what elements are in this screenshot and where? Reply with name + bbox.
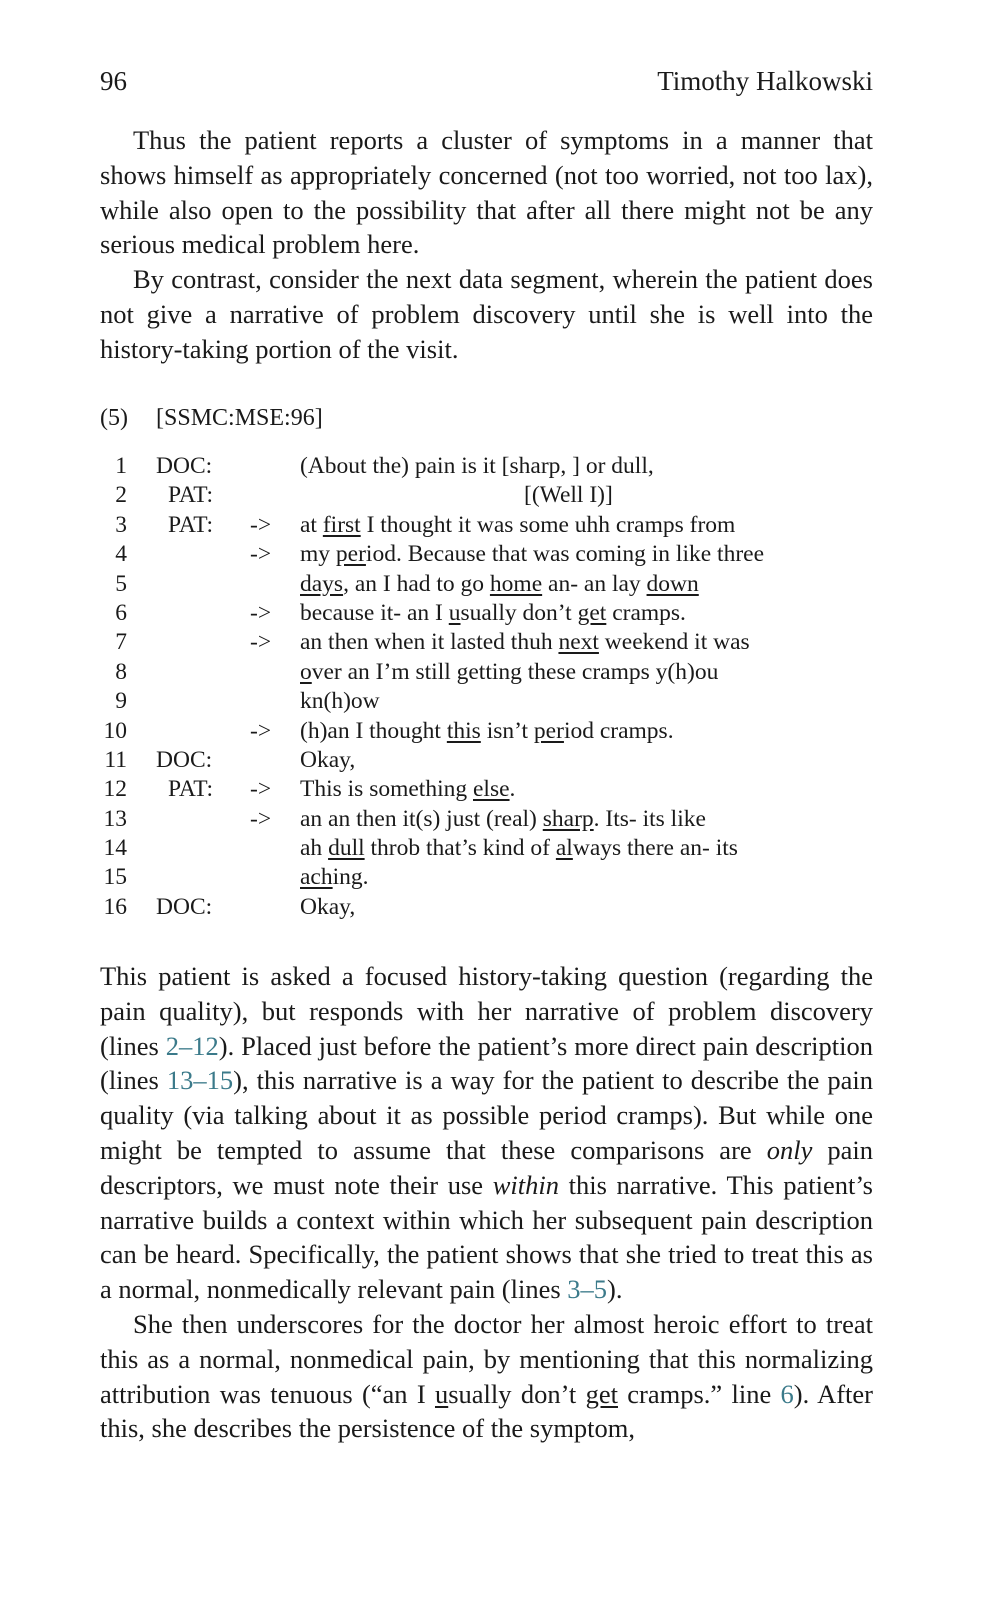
transcript-line: [100, 805, 873, 834]
utterance: This is something else.: [300, 776, 516, 803]
line-number: 8: [115, 658, 127, 685]
utterance: Okay,: [300, 746, 356, 773]
running-head-author: Timothy Halkowski: [657, 66, 873, 96]
utterance: at first I thought it was some uhh cramps from: [300, 511, 736, 538]
transcript-line: [100, 658, 873, 687]
example-heading: [100, 402, 323, 434]
arrow-marker: ->: [250, 511, 272, 538]
speaker: PAT:: [168, 776, 213, 803]
arrow-marker: ->: [250, 776, 272, 803]
line-number: 10: [103, 717, 127, 744]
arrow-marker: ->: [250, 541, 272, 568]
arrow-marker: ->: [250, 717, 272, 744]
paragraph-1: Thus the patient reports a cluster of symptoms in a manner that shows himself as appropriately concerned (not too worried, not too lax), while also open to the possibility that after all there might not be any serious medical problem here.: [100, 125, 873, 260]
speaker: DOC:: [156, 746, 213, 773]
line-number: 5: [115, 570, 127, 597]
transcript-line: [100, 834, 873, 863]
transcript-line: [100, 481, 873, 510]
line-number: 7: [115, 629, 127, 656]
speaker: PAT:: [168, 511, 213, 538]
transcript-line: [100, 775, 873, 804]
utterance: [(Well I)]: [524, 482, 613, 509]
page-number: 96: [100, 66, 127, 96]
utterance: (h)an I thought this isn’t period cramps.: [300, 717, 674, 744]
speaker: DOC:: [156, 893, 213, 920]
transcript-line: [100, 628, 873, 657]
utterance: because it- an I usually don’t get cramps.: [300, 599, 686, 626]
speaker: PAT:: [168, 482, 213, 509]
line-number: 1: [115, 453, 127, 479]
utterance: kn(h)ow: [300, 688, 380, 715]
line-reference-link[interactable]: 2–12: [165, 1030, 219, 1061]
transcript-line: [100, 863, 873, 892]
transcript-line: [100, 570, 873, 599]
paragraph-4: She then underscores for the doctor her almost heroic effort to treat this as a normal, nonmedical pain, by mentioning that this normalizing attribution was tenuous (“an I usually don’t get cramps.” line 6). After this, she describes the persistence of the symptom,: [100, 1308, 873, 1444]
arrow-marker: ->: [250, 805, 272, 832]
transcript-line: [100, 599, 873, 628]
utterance: aching.: [300, 864, 369, 891]
speaker: DOC:: [156, 453, 213, 479]
line-number: 14: [103, 835, 127, 862]
transcript-line: [100, 452, 873, 481]
example-number: (5): [100, 405, 128, 431]
line-number: 4: [115, 541, 127, 568]
line-number: 9: [115, 688, 127, 715]
line-number: 15: [103, 864, 127, 891]
utterance: Okay,: [300, 893, 356, 920]
line-number: 16: [103, 893, 127, 920]
utterance: over an I’m still getting these cramps y(h)ou: [300, 658, 719, 685]
intro-paragraphs: [100, 123, 873, 367]
body-paragraphs: [100, 959, 873, 1446]
arrow-marker: ->: [250, 629, 272, 656]
line-number: 2: [115, 482, 127, 509]
line-number: 12: [103, 776, 127, 803]
transcript-line: [100, 687, 873, 716]
transcript-line: [100, 540, 873, 569]
line-number: 13: [103, 805, 127, 832]
line-reference-link[interactable]: 13–15: [166, 1065, 234, 1096]
line-reference-link[interactable]: 3–5: [567, 1274, 608, 1305]
transcript-line: [100, 717, 873, 746]
utterance: days, an I had to go home an- an lay down: [300, 570, 699, 597]
line-number: 3: [115, 511, 127, 538]
arrow-marker: ->: [250, 599, 272, 626]
transcript: [100, 452, 873, 922]
utterance: my period. Because that was coming in like three: [300, 541, 764, 568]
paragraph-2: By contrast, consider the next data segment, wherein the patient does not give a narrative of problem discovery until she is well into the history-taking portion of the visit.: [100, 264, 873, 364]
utterance: an then when it lasted thuh next weekend it was: [300, 629, 750, 656]
transcript-line: [100, 893, 873, 922]
utterance: (About the) pain is it [sharp, ] or dull,: [300, 453, 654, 479]
transcript-line: [100, 746, 873, 775]
transcript-line: [100, 511, 873, 540]
paragraph-3: This patient is asked a focused history-taking question (regarding the pain quality), but responds with her narrative of problem discovery (lines 2–12). Placed just before the patient’s more direct pain description (lines 13–15), this narrative is a way for the patient to describe the pain quality (via talking about it as possible period cramps). But while one might be tempted to assume that these comparisons are only pain descriptors, we must note their use within this narrative. This patient’s narrative builds a context within which her subsequent pain description can be heard. Specifically, the patient shows that she tried to treat this as a normal, nonmedically relevant pain (lines 3–5).: [100, 961, 874, 1305]
running-head: [100, 64, 873, 98]
utterance: ah dull throb that’s kind of always there an- its: [300, 835, 738, 862]
line-number: 11: [104, 746, 127, 773]
line-number: 6: [115, 599, 127, 626]
utterance: an an then it(s) just (real) sharp. Its- its like: [300, 805, 706, 832]
example-source: [SSMC:MSE:96]: [156, 405, 323, 431]
line-reference-link[interactable]: 6: [780, 1378, 794, 1409]
